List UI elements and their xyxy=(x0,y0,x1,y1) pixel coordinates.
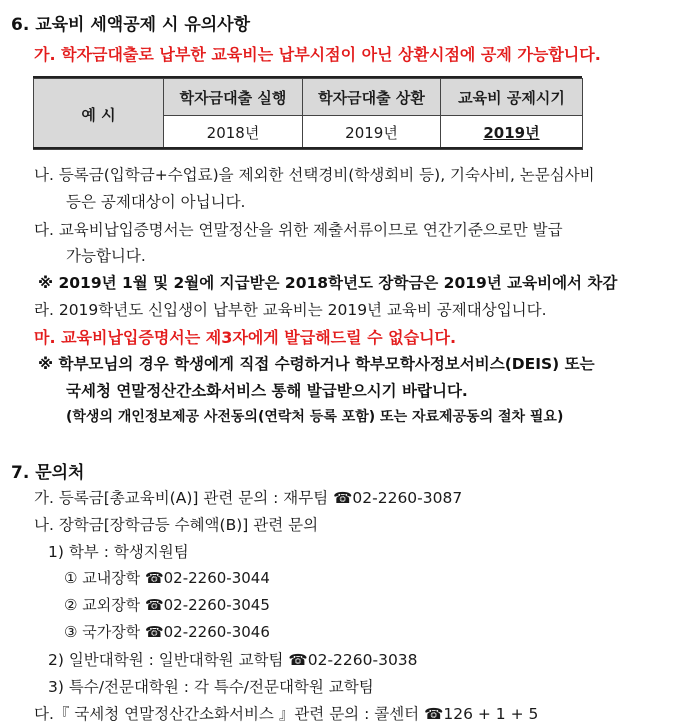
contact-scholarship: 나. 장학금[장학금등 수혜액(B)] 관련 문의 xyxy=(34,516,319,534)
section6-item-da-line1: 다. 교육비납입증명서는 연말정산을 위한 제출서류이므로 연간기준으로만 발급 xyxy=(34,221,563,239)
contact-undergrad-external: ② 교외장학 ☎02-2260-3045 xyxy=(64,596,270,614)
contact-undergrad-internal: ① 교내장학 ☎02-2260-3044 xyxy=(64,569,270,587)
section6-note-parents-line1: ※ 학부모님의 경우 학생에게 직접 수령하거나 학부모학사정보서비스(DEIS) 또는 xyxy=(38,355,595,373)
table-header-deduction-timing: 교육비 공제시기 xyxy=(441,79,583,116)
table-value-deduction-timing: 2019년 xyxy=(441,116,583,150)
section6-item-ma: 마. 교육비납입증명서는 제3자에게 발급해드릴 수 없습니다. xyxy=(34,328,457,347)
contact-tuition: 가. 등록금[총교육비(A)] 관련 문의 : 재무팀 ☎02-2260-3087 xyxy=(34,489,463,507)
section7-title: 7. 문의처 xyxy=(11,463,85,483)
section6-note-parents-line3: (학생의 개인정보제공 사전동의(연락처 등록 포함) 또는 자료제공동의 절차 필요) xyxy=(66,409,564,425)
table-bottom-rule xyxy=(33,147,582,149)
contact-graduate: 2) 일반대학원 : 일반대학원 교학팀 ☎02-2260-3038 xyxy=(48,651,418,669)
section6-item-na-line2: 등은 공제대상이 아닙니다. xyxy=(66,193,246,211)
section6-item-ra: 라. 2019학년도 신입생이 납부한 교육비는 2019년 교육비 공제대상입니다. xyxy=(34,301,547,319)
table-value-loan-execution: 2018년 xyxy=(164,116,303,150)
section6-item-na-line1: 나. 등록금(입학금+수업료)을 제외한 선택경비(학생회비 등), 기숙사비, 논문심사비 xyxy=(34,166,595,184)
section6-item-da-line2: 가능합니다. xyxy=(66,247,146,265)
table-header-loan-repayment: 학자금대출 상환 xyxy=(303,79,441,116)
example-table xyxy=(33,78,583,150)
contact-undergrad-national: ③ 국가장학 ☎02-2260-3046 xyxy=(64,623,270,641)
section6-note-scholarship: ※ 2019년 1월 및 2월에 지급받은 2018학년도 장학금은 2019년 교육비에서 차감 xyxy=(38,274,618,292)
table-label: 예 시 xyxy=(34,79,164,150)
section6-title: 6. 교육비 세액공제 시 유의사항 xyxy=(11,15,251,35)
section6-item-ga: 가. 학자금대출로 납부한 교육비는 납부시점이 아닌 상환시점에 공제 가능합니다. xyxy=(34,45,601,64)
table-header-loan-execution: 학자금대출 실행 xyxy=(164,79,303,116)
table-value-loan-repayment: 2019년 xyxy=(303,116,441,150)
contact-special-graduate: 3) 특수/전문대학원 : 각 특수/전문대학원 교학팀 xyxy=(48,678,374,696)
contact-hometax: 다.『 국세청 연말정산간소화서비스 』관련 문의 : 콜센터 ☎126 + 1 + 5 xyxy=(34,705,539,723)
contact-undergrad: 1) 학부 : 학생지원팀 xyxy=(48,543,189,561)
section6-note-parents-line2: 국세청 연말정산간소화서비스 통해 발급받으시기 바랍니다. xyxy=(66,382,468,400)
